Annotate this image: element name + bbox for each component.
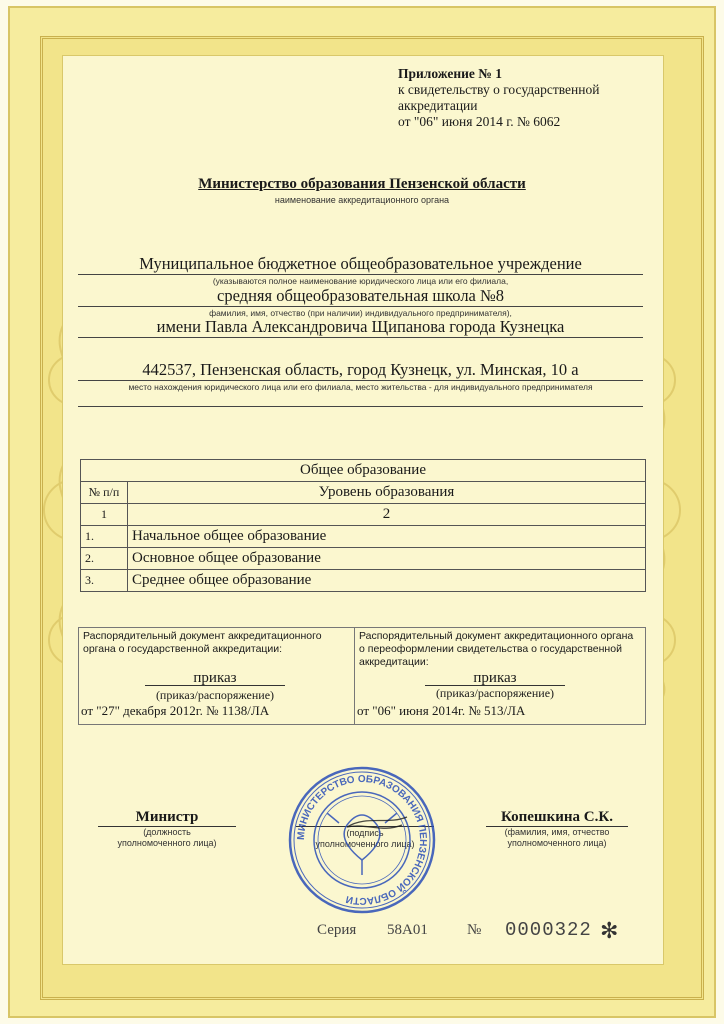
blank-line [78,406,643,407]
row-number: 3. [81,570,128,592]
address-caption: место нахождения юридического лица или его филиала, место жительства - для индивидуального предпринимателя [128,382,593,392]
row-number: 1. [81,526,128,548]
column-header-level: Уровень образования [128,482,646,504]
column-header-number: № п/п [81,482,128,504]
appendix-title: Приложение № 1 [398,66,502,81]
education-table [80,459,646,592]
person-caption: (фамилия, имя, отчество [504,827,610,837]
person-caption: уполномоченного лица) [507,838,607,848]
position-caption: (должность [143,827,191,837]
org-address: 442537, Пензенская область, город Кузнецк, ул. Минская, 10 а [78,360,643,381]
seal-text: МИНИСТЕРСТВО ОБРАЗОВАНИЯ ПЕНЗЕНСКОЙ ОБЛАСТИ [295,773,429,907]
authority-block [0,176,724,205]
appendix-line: к свидетельству о государственной [398,82,600,97]
series-value: 58А01 [387,922,428,938]
person-block [486,808,628,849]
form-number: 0000322 [505,919,592,941]
document-heading: Распорядительный документ аккредитационного органа о переоформлении свидетельства о государственной аккредитации: [359,630,634,668]
reissue-document [355,628,645,724]
document-heading: Распорядительный документ аккредитационного органа о государственной аккредитации: [83,630,322,655]
svg-text:МИНИСТЕРСТВО ОБРАЗОВАНИЯ ПЕНЗЕ [296,774,428,906]
official-seal-icon [287,765,437,915]
org-caption2: фамилия, имя, отчество (при наличии) индивидуального предпринимателя), [209,308,512,318]
appendix-line: аккредитации [398,98,478,113]
number-label: № [467,922,482,938]
column-index: 1 [81,504,128,526]
position-block [98,808,236,849]
org-name-line2: средняя общеобразовательная школа №8 [78,286,643,307]
row-level: Среднее общее образование [128,570,646,592]
org-caption1: (указываются полное наименование юридического лица или его филиала, [212,276,509,286]
appendix-header [398,66,599,130]
documents-block [78,627,646,725]
document-kind-caption: (приказ/распоряжение) [435,686,555,700]
document-date: от "27" декабря 2012г. № 1138/ЛА [81,703,270,718]
row-level: Начальное общее образование [128,526,646,548]
table-row [81,526,646,548]
org-name-line1: Муниципальное бюджетное общеобразовательное учреждение [78,254,643,275]
table-row [81,570,646,592]
document-kind: приказ [145,672,285,686]
document-kind-caption: (приказ/распоряжение) [155,688,275,702]
row-level: Основное общее образование [128,548,646,570]
appendix-line: от "06" июня 2014 г. № 6062 [398,114,561,129]
signature-caption: уполномоченного лица) [315,839,415,849]
document-date: от "06" июня 2014г. № 513/ЛА [357,703,526,718]
person-name: Копешкина С.К. [486,808,628,827]
row-number: 2. [81,548,128,570]
authority-name: Министерство образования Пензенской области [198,176,526,192]
column-index: 2 [128,504,646,526]
series-label: Серия [317,922,357,938]
star-icon: ✻ [600,918,619,943]
authority-caption: наименование аккредитационного органа [274,195,450,205]
accreditation-document [79,628,355,724]
table-title: Общее образование [81,460,646,482]
table-row [81,548,646,570]
position-title: Министр [98,808,236,827]
document-kind: приказ [425,672,565,686]
signature-caption: (подпись [296,826,434,839]
position-caption: уполномоченного лица) [117,838,217,848]
org-name-line3: имени Павла Александровича Щипанова города Кузнецка [78,317,643,338]
